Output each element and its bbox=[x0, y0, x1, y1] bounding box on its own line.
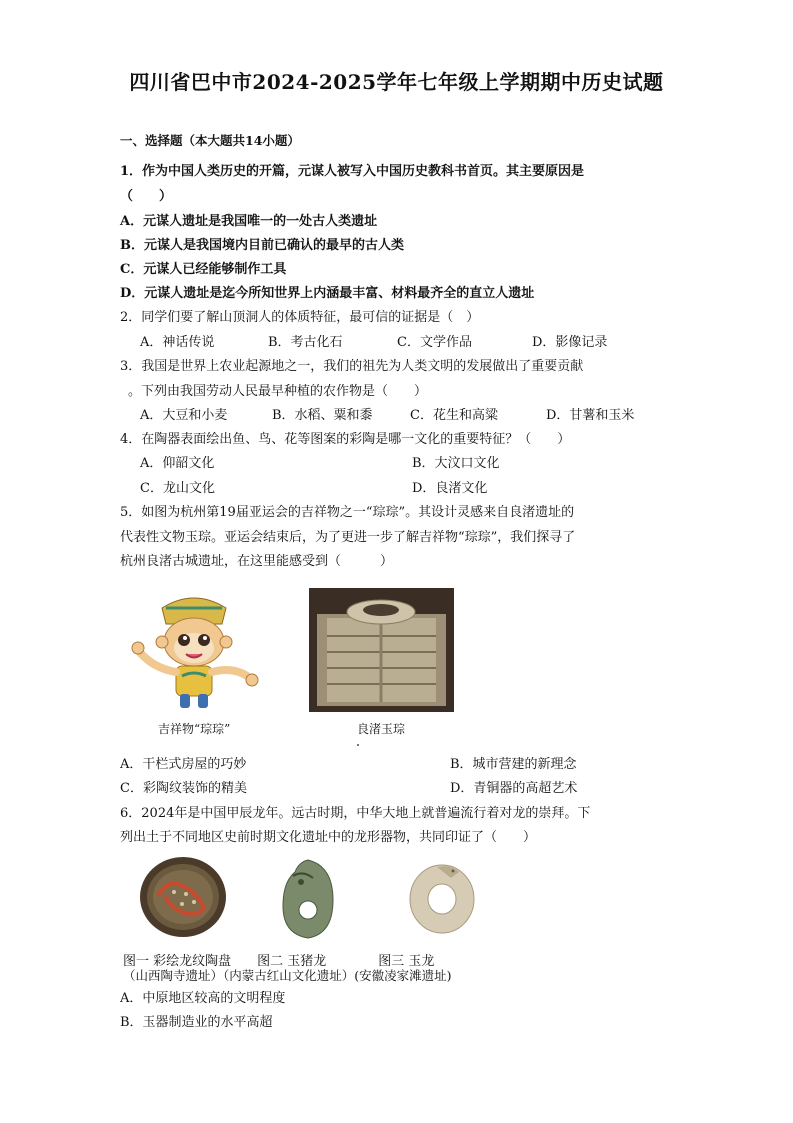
question-3-option-c: C．花生和高粱 bbox=[410, 408, 498, 423]
question-4-option-c: C．龙山文化 bbox=[140, 481, 215, 496]
question-6-option-a: A．中原地区较高的文明程度 bbox=[120, 991, 286, 1006]
figure-caption-row-1: 图一 彩绘龙纹陶盘 图二 玉猪龙 图三 玉龙 bbox=[123, 954, 435, 969]
question-3-stem-line2: 。下列由我国劳动人民最早种植的农作物是（ ） bbox=[128, 384, 428, 399]
question-2-option-d: D．影像记录 bbox=[532, 335, 608, 350]
question-4-option-a: A．仰韶文化 bbox=[140, 456, 215, 471]
question-4-option-b: B．大汶口文化 bbox=[412, 456, 500, 471]
question-1-option-a: A．元谋人遗址是我国唯一的一处古人类遗址 bbox=[120, 214, 378, 229]
jade-cong-image bbox=[309, 588, 454, 712]
question-5-option-d: D．青铜器的高超艺术 bbox=[450, 781, 578, 796]
question-5-stem-line3: 杭州良渚古城遗址，在这里能感受到（ ） bbox=[120, 554, 394, 569]
question-2-option-a: A．神话传说 bbox=[140, 335, 215, 350]
question-1-option-d: D．元谋人遗址是迄今所知世界上内涵最丰富、材料最齐全的直立人遗址 bbox=[120, 286, 535, 301]
section-header: 一、选择题（本大题共14小题） bbox=[120, 133, 300, 148]
question-1-option-c: C．元谋人已经能够制作工具 bbox=[120, 262, 287, 277]
question-6-stem-line2: 列出土于不同地区史前时期文化遗址中的龙形器物，共同印证了（ ） bbox=[120, 830, 537, 845]
question-3-option-d: D．甘薯和玉米 bbox=[546, 408, 635, 423]
mascot-caption: 吉祥物“琮琮” bbox=[158, 722, 231, 736]
question-5-option-c: C．彩陶纹装饰的精美 bbox=[120, 781, 247, 796]
question-5-option-b: B．城市营建的新理念 bbox=[450, 757, 577, 772]
question-5-option-a: A．干栏式房屋的巧妙 bbox=[120, 757, 247, 772]
scan-artifact-dot bbox=[357, 744, 359, 746]
question-1-bracket: （ ） bbox=[120, 189, 173, 204]
question-2-option-b: B．考古化石 bbox=[268, 335, 343, 350]
question-6-option-b: B．玉器制造业的水平高超 bbox=[120, 1015, 273, 1030]
question-2-stem: 2．同学们要了解山顶洞人的体质特征，最可信的证据是（ ） bbox=[120, 310, 480, 325]
question-3-stem-line1: 3．我国是世界上农业起源地之一，我们的祖先为人类文明的发展做出了重要贡献 bbox=[120, 359, 584, 374]
page-title: 四川省巴中市2024-2025学年七年级上学期期中历史试题 bbox=[129, 70, 664, 94]
question-5-stem-line2: 代表性文物玉琮。亚运会结束后，为了更进一步了解吉祥物“琮琮”，我们探寻了 bbox=[120, 530, 576, 545]
question-4-option-d: D．良渚文化 bbox=[412, 481, 488, 496]
question-4-stem: 4．在陶器表面绘出鱼、鸟、花等图案的彩陶是哪一文化的重要特征？（ ） bbox=[120, 432, 571, 447]
question-6-stem-line1: 6．2024年是中国甲辰龙年。远古时期，中华大地上就普遍流行着对龙的崇拜。下 bbox=[120, 806, 591, 821]
figure-caption-row-2: （山西陶寺遗址）（内蒙古红山文化遗址）(安徽凌家滩遗址) bbox=[123, 968, 452, 983]
question-3-option-a: A．大豆和小麦 bbox=[140, 408, 228, 423]
painted-dragon-plate-image bbox=[138, 856, 228, 938]
question-2-option-c: C．文学作品 bbox=[397, 335, 472, 350]
question-5-stem-line1: 5．如图为杭州第19届亚运会的吉祥物之一“琮琮”。其设计灵感来自良渚遗址的 bbox=[120, 505, 575, 520]
jade-dragon-image bbox=[407, 862, 477, 936]
jade-cong-caption: 良渚玉琮 bbox=[357, 722, 406, 736]
question-1-option-b: B．元谋人是我国境内目前已确认的最早的古人类 bbox=[120, 238, 404, 253]
question-3-option-b: B．水稻、粟和黍 bbox=[272, 408, 373, 423]
jade-pig-dragon-image bbox=[281, 858, 335, 940]
mascot-image bbox=[124, 584, 264, 714]
question-1-stem: 1．作为中国人类历史的开篇，元谋人被写入中国历史教科书首页。其主要原因是 bbox=[120, 164, 585, 179]
